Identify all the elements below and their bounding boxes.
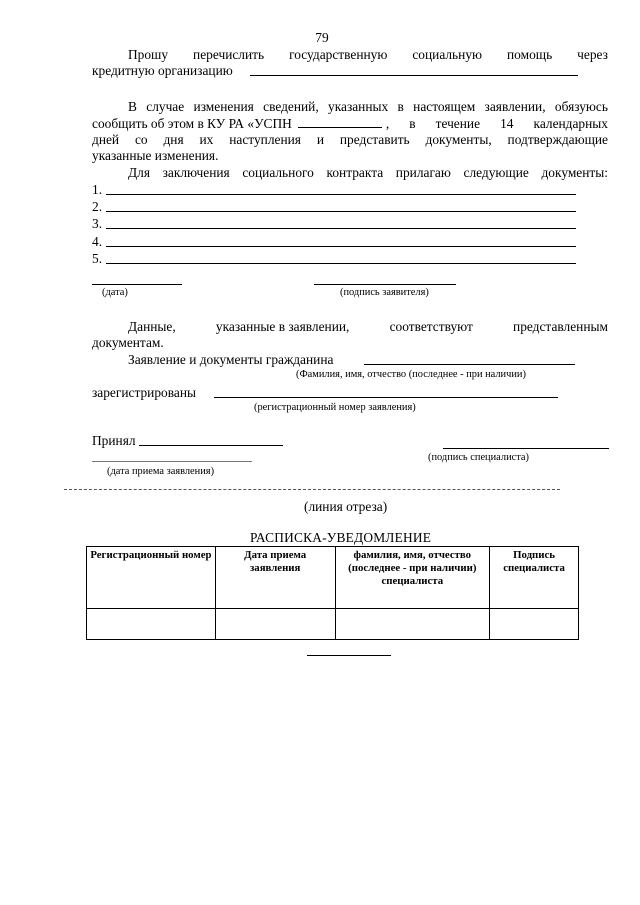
document-line-3[interactable]: [92, 216, 576, 232]
document-line-2[interactable]: [92, 199, 576, 215]
word: представленным: [513, 319, 608, 334]
word: через: [577, 47, 608, 62]
change-notice-line4: указанные изменения.: [92, 148, 219, 163]
change-notice-line2: [92, 116, 608, 132]
receipt-cell-reg-number[interactable]: [87, 609, 216, 640]
word: перечислить: [193, 47, 265, 62]
registration-number-caption: (регистрационный номер заявления): [254, 402, 416, 413]
acceptance-date-caption: (дата приема заявления): [107, 466, 215, 477]
uspn-blank-field[interactable]: [298, 116, 382, 128]
document-number: 3.: [92, 216, 103, 231]
document-number: 4.: [92, 234, 103, 249]
transfer-request-line1: [128, 47, 608, 63]
documents-intro: Для заключения социального контракта прилагаю следующие документы:: [128, 165, 608, 180]
word: соответствуют: [389, 319, 473, 334]
word: социальную: [412, 47, 483, 62]
citizen-name-field[interactable]: [364, 364, 575, 365]
receipt-data-row: [87, 609, 579, 640]
receipt-header-row: [87, 547, 579, 609]
date-field[interactable]: [92, 284, 182, 285]
change-notice-line2-end: , в течение 14 календарных: [385, 116, 608, 131]
data-match-line2: документам.: [92, 335, 164, 350]
citizen-docs-label: Заявление и документы гражданина: [128, 352, 334, 367]
document-number: 1.: [92, 182, 103, 197]
receipt-title: РАСПИСКА-УВЕДОМЛЕНИЕ: [250, 530, 432, 545]
document-line-4[interactable]: [92, 234, 576, 250]
citizen-name-caption: (Фамилия, имя, отчество (последнее - при наличии): [296, 369, 526, 380]
credit-organization-field[interactable]: [250, 75, 578, 76]
word: Прошу: [128, 47, 169, 62]
page-number: 79: [315, 30, 329, 45]
word: Данные,: [128, 319, 176, 334]
data-match-line1: [128, 319, 608, 335]
registered-label: зарегистрированы: [92, 385, 196, 400]
word: указанные в заявлении,: [215, 319, 350, 334]
receipt-cell-specialist-name[interactable]: [335, 609, 490, 640]
document-line-5[interactable]: [92, 251, 576, 267]
document-number: 5.: [92, 251, 103, 266]
receipt-cell-date[interactable]: [215, 609, 335, 640]
specialist-signature-caption: (подпись специалиста): [428, 452, 529, 463]
accepted-label: Принял: [92, 433, 136, 448]
accepted-by-field[interactable]: [139, 445, 283, 446]
change-notice-line2-start: сообщить об этом в КУ РА «УСПН: [92, 116, 292, 131]
change-notice-line1: В случае изменения сведений, указанных в настоящем заявлении, обязуюсь: [128, 99, 608, 114]
receipt-header-date: Дата приема заявления: [215, 547, 335, 609]
document-number: 2.: [92, 199, 103, 214]
acceptance-date-field[interactable]: [92, 461, 252, 462]
specialist-signature-field[interactable]: [443, 448, 609, 449]
footer-separator: [307, 655, 391, 656]
word: государственную: [289, 47, 388, 62]
cut-line: [64, 489, 560, 490]
word: помощь: [507, 47, 553, 62]
applicant-signature-caption: (подпись заявителя): [340, 287, 429, 298]
receipt-header-reg-number: Регистрационный номер: [87, 547, 216, 609]
receipt-table: [86, 546, 579, 640]
date-caption: (дата): [102, 287, 128, 298]
change-notice-line3: дней со дня их наступления и представить документы, подтверждающие: [92, 132, 608, 147]
registration-number-field[interactable]: [214, 397, 558, 398]
credit-organization-label: кредитную организацию: [92, 63, 233, 78]
document-line-1[interactable]: [92, 182, 576, 198]
receipt-cell-specialist-signature[interactable]: [490, 609, 579, 640]
cut-line-caption: (линия отреза): [304, 499, 388, 514]
receipt-header-specialist-name: фамилия, имя, отчество (последнее - при наличии) специалиста: [335, 547, 490, 609]
applicant-signature-field[interactable]: [314, 284, 456, 285]
receipt-header-specialist-signature: Подпись специалиста: [490, 547, 579, 609]
